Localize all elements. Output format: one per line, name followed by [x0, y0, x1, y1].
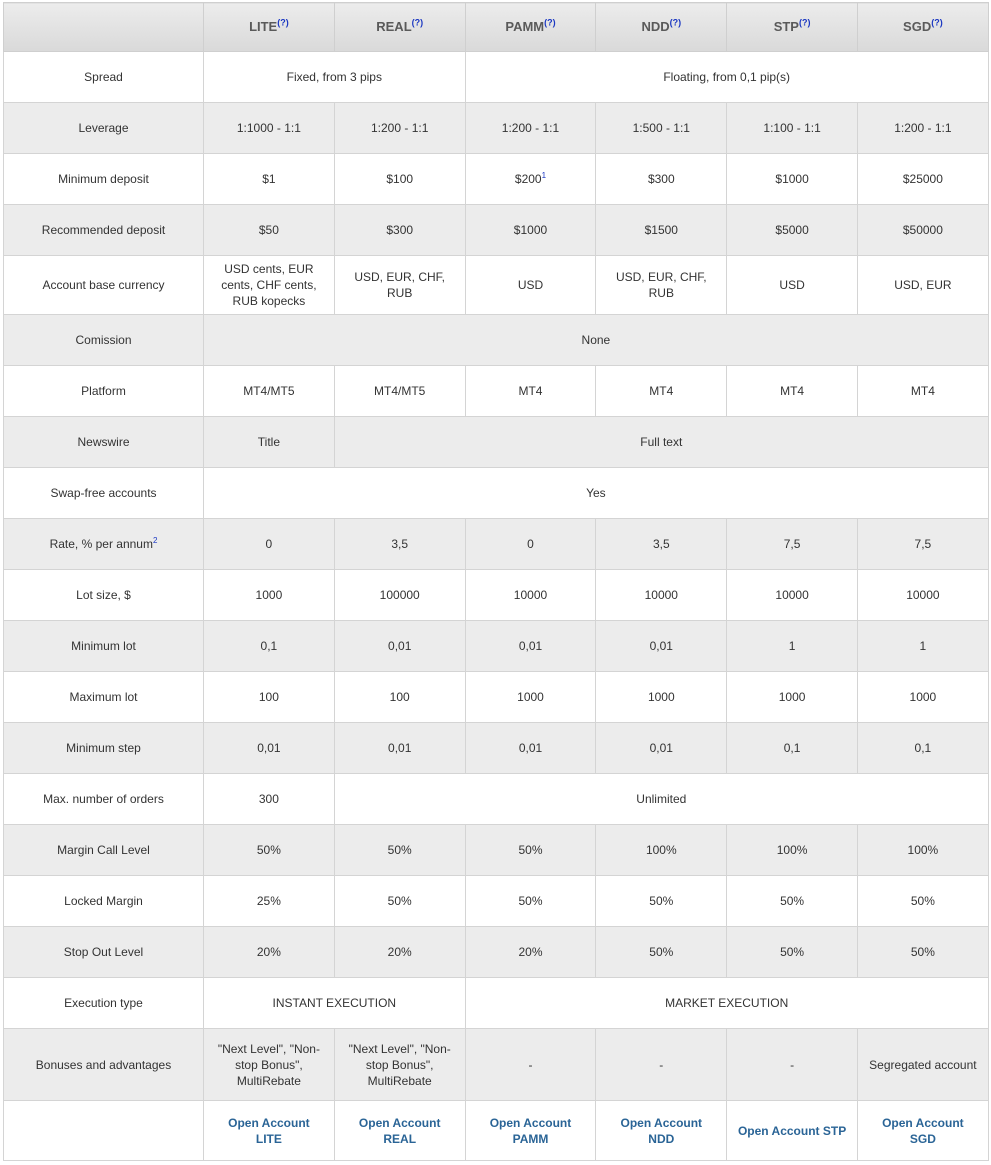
table-cell: 20% — [465, 927, 596, 978]
table-cell: 7,5 — [727, 519, 858, 570]
row-locked-margin — [4, 876, 989, 927]
table-cell: USD — [727, 256, 858, 315]
table-cell: 50% — [596, 927, 727, 978]
row-stop-out — [4, 927, 989, 978]
table-cell — [727, 1101, 858, 1161]
account-name-real: REAL — [376, 19, 412, 34]
row-label: Execution type — [4, 978, 204, 1029]
open-account-ndd-link[interactable]: Open Account NDD — [620, 1115, 703, 1146]
table-cell — [334, 1101, 465, 1161]
row-account-base-currency — [4, 256, 989, 315]
footnote-link[interactable]: 1 — [541, 171, 547, 180]
swap-free-cell: Yes — [204, 468, 989, 519]
table-cell — [204, 1101, 335, 1161]
row-label: Lot size, $ — [4, 570, 204, 621]
table-cell: 100000 — [334, 570, 465, 621]
row-max-orders — [4, 774, 989, 825]
row-bonuses — [4, 1029, 989, 1101]
footnote-link[interactable]: 2 — [152, 536, 158, 545]
row-label: Stop Out Level — [4, 927, 204, 978]
spread-fixed-cell: Fixed, from 3 pips — [204, 52, 466, 103]
table-cell: 0,01 — [596, 621, 727, 672]
table-cell: $100 — [334, 154, 465, 205]
table-cell: 0,01 — [465, 621, 596, 672]
table-cell: 0,1 — [857, 723, 988, 774]
table-cell: USD cents, EUR cents, CHF cents, RUB kopecks — [204, 256, 335, 315]
table-cell: $300 — [334, 205, 465, 256]
table-cell: 1000 — [596, 672, 727, 723]
table-cell: 100% — [857, 825, 988, 876]
table-cell: 1000 — [204, 570, 335, 621]
row-minimum-lot — [4, 621, 989, 672]
table-cell: 50% — [204, 825, 335, 876]
table-cell: 0,1 — [204, 621, 335, 672]
table-cell: $1000 — [727, 154, 858, 205]
table-cell: 10000 — [857, 570, 988, 621]
row-minimum-deposit — [4, 154, 989, 205]
table-cell: 3,5 — [334, 519, 465, 570]
table-cell: 0,01 — [334, 621, 465, 672]
cell-value: $200 — [514, 172, 542, 186]
table-cell: 0 — [465, 519, 596, 570]
table-cell: 3,5 — [596, 519, 727, 570]
table-cell: 10000 — [727, 570, 858, 621]
table-cell: 25% — [204, 876, 335, 927]
header-pamm — [465, 3, 596, 52]
table-cell: MT4 — [727, 366, 858, 417]
account-name-stp: STP — [773, 19, 799, 34]
table-cell: 50% — [334, 876, 465, 927]
open-account-pamm-link[interactable]: Open Account PAMM — [489, 1115, 572, 1146]
header-ndd — [596, 3, 727, 52]
table-cell: 0,01 — [204, 723, 335, 774]
help-link-lite[interactable]: (?) — [277, 17, 289, 28]
table-cell: MT4 — [857, 366, 988, 417]
row-label: Maximum lot — [4, 672, 204, 723]
account-name-ndd: NDD — [641, 19, 670, 34]
row-label: Minimum deposit — [4, 154, 204, 205]
table-cell: 50% — [465, 876, 596, 927]
table-cell: MT4 — [596, 366, 727, 417]
table-cell: 1 — [727, 621, 858, 672]
table-cell: USD, EUR, CHF, RUB — [334, 256, 465, 315]
row-platform — [4, 366, 989, 417]
table-cell: 1000 — [727, 672, 858, 723]
row-execution-type — [4, 978, 989, 1029]
row-label: Account base currency — [4, 256, 204, 315]
commission-cell: None — [204, 315, 989, 366]
execution-market-cell: MARKET EXECUTION — [465, 978, 988, 1029]
table-cell — [857, 1101, 988, 1161]
row-label: Minimum lot — [4, 621, 204, 672]
help-link-stp[interactable]: (?) — [798, 17, 811, 28]
table-cell: 100 — [334, 672, 465, 723]
open-account-stp-link[interactable]: Open Account STP — [737, 1123, 847, 1138]
table-cell: $25000 — [857, 154, 988, 205]
table-cell: 100% — [727, 825, 858, 876]
table-cell — [596, 1101, 727, 1161]
table-cell: 20% — [204, 927, 335, 978]
table-cell: 1000 — [857, 672, 988, 723]
table-cell: - — [465, 1029, 596, 1101]
table-cell: 0,1 — [727, 723, 858, 774]
table-cell: 0 — [204, 519, 335, 570]
table-cell: $1500 — [596, 205, 727, 256]
table-cell: 100 — [204, 672, 335, 723]
row-label: Max. number of orders — [4, 774, 204, 825]
execution-instant-cell: INSTANT EXECUTION — [204, 978, 466, 1029]
row-open-account — [4, 1101, 989, 1161]
table-cell: "Next Level", "Non-stop Bonus", MultiRebate — [204, 1029, 335, 1101]
table-cell: Title — [204, 417, 335, 468]
table-cell: "Next Level", "Non-stop Bonus", MultiRebate — [334, 1029, 465, 1101]
row-label: Spread — [4, 52, 204, 103]
table-cell: 1:200 - 1:1 — [334, 103, 465, 154]
table-cell: 50% — [465, 825, 596, 876]
table-cell: $50 — [204, 205, 335, 256]
table-cell: 10000 — [465, 570, 596, 621]
table-cell: $5000 — [727, 205, 858, 256]
table-cell: Segregated account — [857, 1029, 988, 1101]
spread-floating-cell: Floating, from 0,1 pip(s) — [465, 52, 988, 103]
table-cell: $1 — [204, 154, 335, 205]
row-rate — [4, 519, 989, 570]
row-label: Minimum step — [4, 723, 204, 774]
help-link-pamm[interactable]: (?) — [544, 17, 556, 28]
row-label: Locked Margin — [4, 876, 204, 927]
row-label: Recommended deposit — [4, 205, 204, 256]
table-cell: 7,5 — [857, 519, 988, 570]
help-link-real[interactable]: (?) — [411, 17, 424, 28]
table-cell: USD — [465, 256, 596, 315]
help-link-sgd[interactable]: (?) — [931, 17, 943, 28]
row-label-text: Rate, % per annum — [49, 537, 153, 551]
account-name-pamm: PAMM — [505, 19, 545, 34]
table-cell: 1:100 - 1:1 — [727, 103, 858, 154]
header-corner — [4, 3, 204, 52]
table-cell: 50% — [857, 876, 988, 927]
row-label — [4, 519, 204, 570]
table-cell: USD, EUR — [857, 256, 988, 315]
table-cell: 0,01 — [465, 723, 596, 774]
header-lite — [204, 3, 335, 52]
table-cell: 50% — [857, 927, 988, 978]
row-label: Comission — [4, 315, 204, 366]
row-margin-call — [4, 825, 989, 876]
table-cell: 1:500 - 1:1 — [596, 103, 727, 154]
row-maximum-lot — [4, 672, 989, 723]
table-cell: 20% — [334, 927, 465, 978]
table-cell: 1000 — [465, 672, 596, 723]
row-label: Margin Call Level — [4, 825, 204, 876]
newswire-others-cell: Full text — [334, 417, 988, 468]
table-cell: 50% — [727, 927, 858, 978]
account-name-sgd: SGD — [903, 19, 932, 34]
table-cell: - — [596, 1029, 727, 1101]
table-cell: 1:200 - 1:1 — [857, 103, 988, 154]
table-cell: $300 — [596, 154, 727, 205]
row-minimum-step — [4, 723, 989, 774]
row-commission — [4, 315, 989, 366]
row-newswire — [4, 417, 989, 468]
table-cell: USD, EUR, CHF, RUB — [596, 256, 727, 315]
open-account-real-link[interactable]: Open Account REAL — [358, 1115, 441, 1146]
table-cell — [465, 1101, 596, 1161]
row-label: Platform — [4, 366, 204, 417]
row-leverage — [4, 103, 989, 154]
row-spread — [4, 52, 989, 103]
table-cell: 1 — [857, 621, 988, 672]
table-cell: $50000 — [857, 205, 988, 256]
account-comparison-table — [3, 2, 989, 1161]
account-name-lite: LITE — [249, 19, 278, 34]
table-cell: 1:200 - 1:1 — [465, 103, 596, 154]
table-cell: MT4 — [465, 366, 596, 417]
row-label: Leverage — [4, 103, 204, 154]
header-row — [4, 3, 989, 52]
table-cell: 0,01 — [334, 723, 465, 774]
table-cell: 50% — [596, 876, 727, 927]
row-swap-free — [4, 468, 989, 519]
table-cell: 300 — [204, 774, 335, 825]
table-cell — [465, 154, 596, 205]
open-account-sgd-link[interactable]: Open Account SGD — [882, 1115, 964, 1146]
table-cell: 100% — [596, 825, 727, 876]
table-cell: MT4/MT5 — [334, 366, 465, 417]
help-link-ndd[interactable]: (?) — [669, 17, 682, 28]
table-cell: 50% — [334, 825, 465, 876]
table-cell: $1000 — [465, 205, 596, 256]
row-label: Swap-free accounts — [4, 468, 204, 519]
table-cell: MT4/MT5 — [204, 366, 335, 417]
header-stp — [727, 3, 858, 52]
row-label-empty — [4, 1101, 204, 1161]
open-account-lite-link[interactable]: Open Account LITE — [228, 1115, 310, 1146]
table-cell: 1:1000 - 1:1 — [204, 103, 335, 154]
table-cell: - — [727, 1029, 858, 1101]
table-cell: 0,01 — [596, 723, 727, 774]
header-real — [334, 3, 465, 52]
max-orders-others-cell: Unlimited — [334, 774, 988, 825]
table-cell: 50% — [727, 876, 858, 927]
row-label: Bonuses and advantages — [4, 1029, 204, 1101]
row-lot-size — [4, 570, 989, 621]
header-sgd — [857, 3, 988, 52]
row-recommended-deposit — [4, 205, 989, 256]
table-cell: 10000 — [596, 570, 727, 621]
row-label: Newswire — [4, 417, 204, 468]
